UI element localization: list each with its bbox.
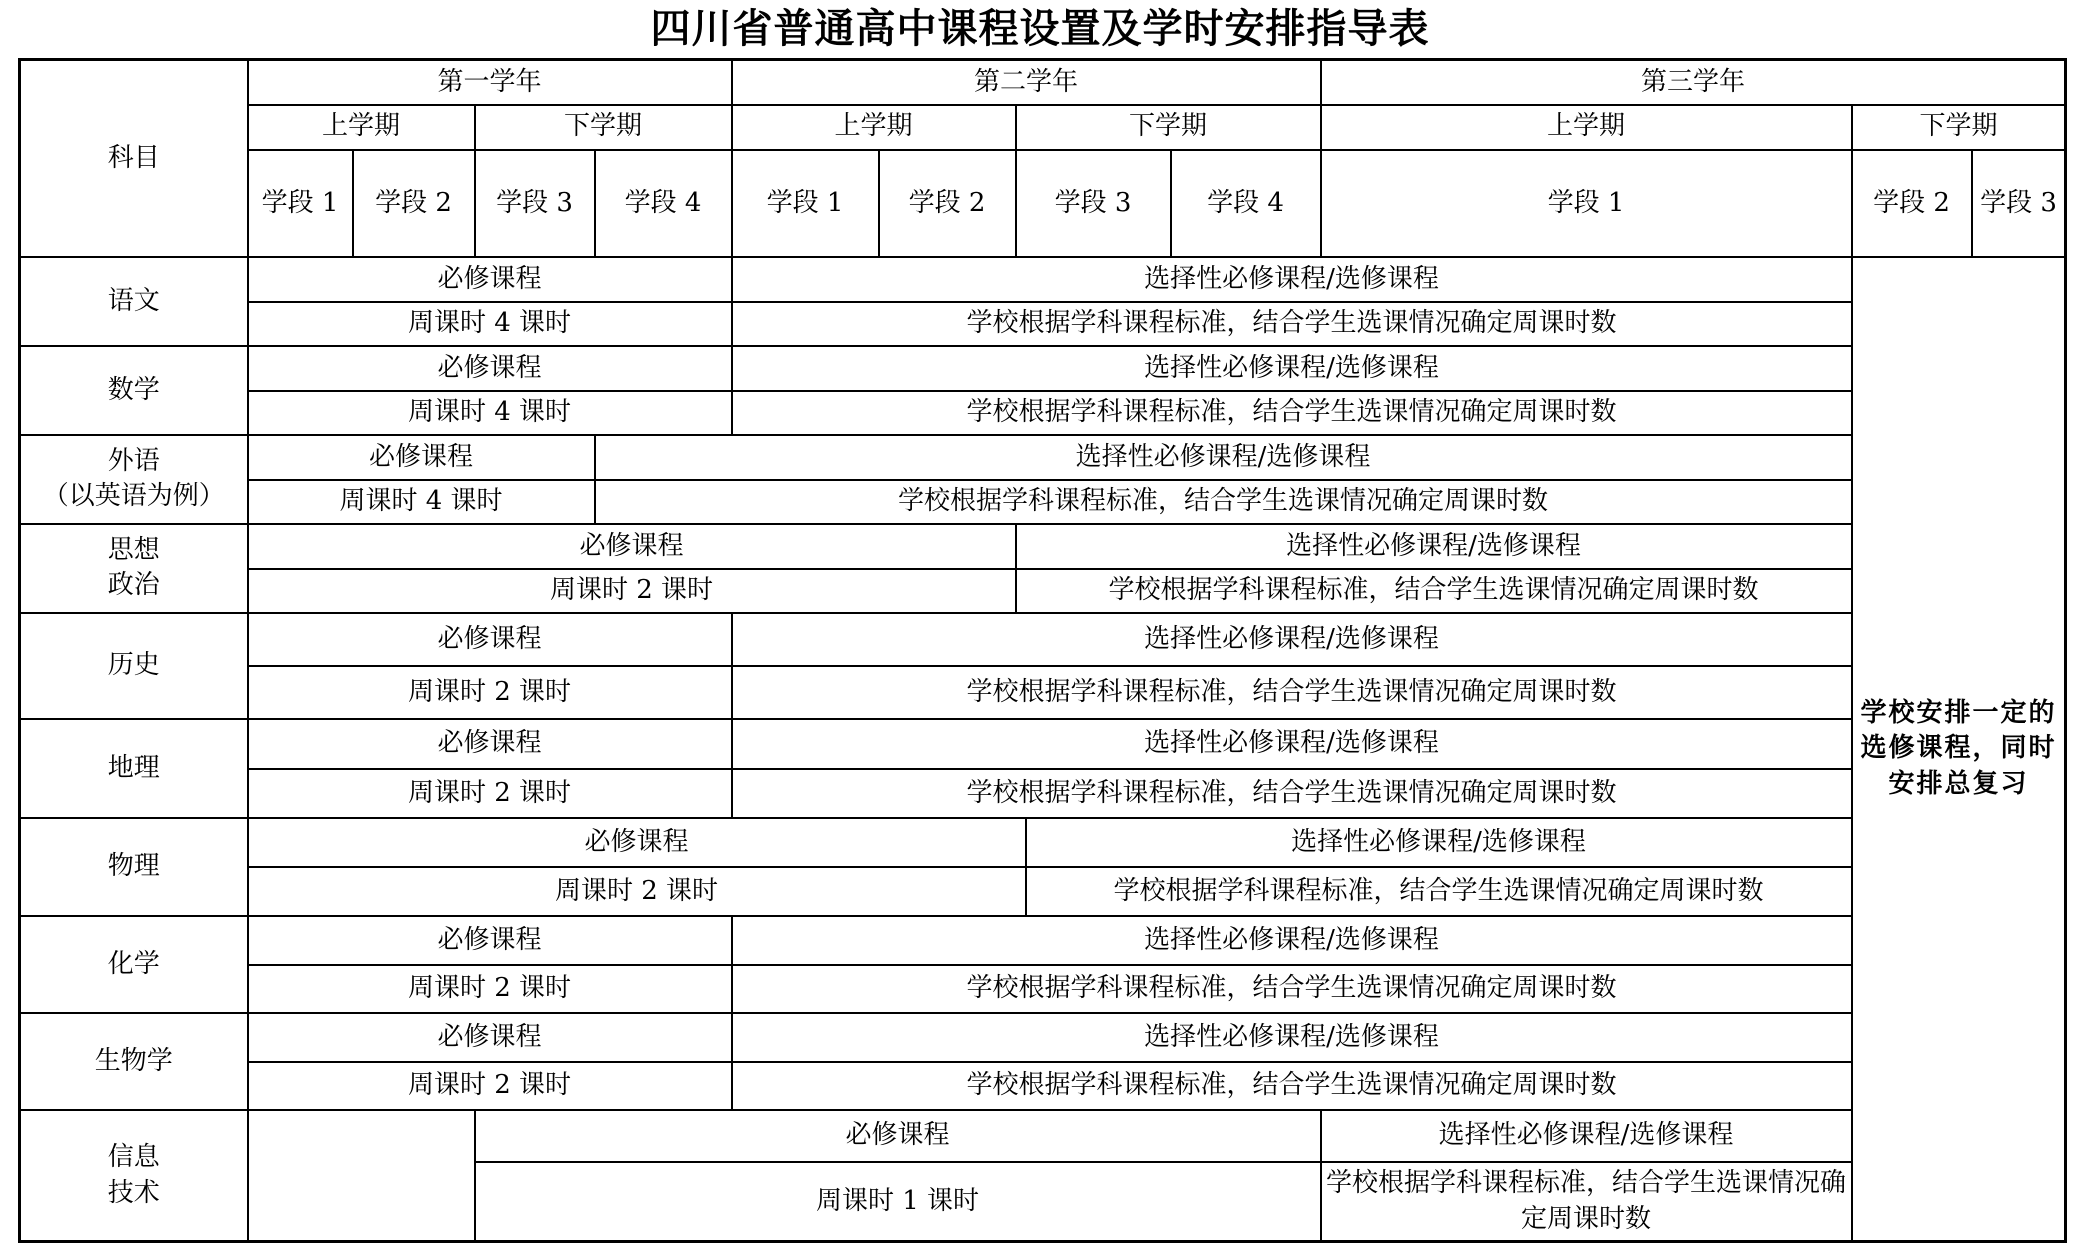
semester-header: 上学期	[732, 105, 1016, 150]
year-3-header: 第三学年	[1321, 60, 2066, 105]
stage-header: 学段 3	[1016, 150, 1171, 257]
elective-cell: 选择性必修课程/选修课程	[732, 346, 1852, 391]
subject-politics	[20, 524, 248, 613]
required-cell: 必修课程	[248, 818, 1026, 867]
required-cell: 必修课程	[475, 1110, 1321, 1162]
required-cell: 必修课程	[248, 435, 595, 480]
hours-cell: 周课时 2 课时	[248, 965, 732, 1013]
school-decides-cell: 学校根据学科课程标准，结合学生选课情况确定周课时数	[1026, 867, 1852, 916]
semester-header: 上学期	[248, 105, 475, 150]
semester-header: 下学期	[1852, 105, 2066, 150]
year-1-header: 第一学年	[248, 60, 732, 105]
hours-cell: 周课时 4 课时	[248, 391, 732, 435]
school-decides-cell: 学校根据学科课程标准，结合学生选课情况确定周课时数	[732, 666, 1852, 719]
required-cell: 必修课程	[248, 916, 732, 965]
required-cell: 必修课程	[248, 613, 732, 666]
subject-math: 数学	[20, 346, 248, 435]
elective-cell: 选择性必修课程/选修课程	[1321, 1110, 1852, 1162]
hours-cell: 周课时 2 课时	[248, 569, 1016, 613]
stage-header: 学段 1	[732, 150, 879, 257]
curriculum-table	[18, 58, 2067, 1243]
stage-header: 学段 2	[353, 150, 475, 257]
elective-cell: 选择性必修课程/选修课程	[1016, 524, 1852, 569]
subject-chemistry: 化学	[20, 916, 248, 1013]
stage-header: 学段 3	[475, 150, 595, 257]
subject-physics: 物理	[20, 818, 248, 916]
final-stage-note: 学校安排一定的选修课程，同时安排总复习	[1852, 257, 2066, 1242]
hours-cell: 周课时 1 课时	[475, 1162, 1321, 1242]
subject-foreign-line-2: （以英语为例）	[42, 481, 225, 512]
required-cell: 必修课程	[248, 257, 732, 302]
semester-header: 上学期	[1321, 105, 1852, 150]
stage-header: 学段 2	[1852, 150, 1972, 257]
elective-cell: 选择性必修课程/选修课程	[595, 435, 1852, 480]
empty-cell	[248, 1110, 475, 1242]
hours-cell: 周课时 2 课时	[248, 1062, 732, 1110]
stage-header: 学段 4	[595, 150, 732, 257]
page-title: 四川省普通高中课程设置及学时安排指导表	[650, 5, 1430, 52]
hours-cell: 周课时 4 课时	[248, 302, 732, 346]
elective-cell: 选择性必修课程/选修课程	[732, 257, 1852, 302]
elective-cell: 选择性必修课程/选修课程	[732, 613, 1852, 666]
subject-politics-line-2: 政治	[107, 570, 160, 601]
stage-header: 学段 1	[1321, 150, 1852, 257]
subject-biology: 生物学	[20, 1013, 248, 1110]
required-cell: 必修课程	[248, 719, 732, 769]
elective-cell: 选择性必修课程/选修课程	[732, 1013, 1852, 1062]
stage-header: 学段 1	[248, 150, 353, 257]
subject-chinese: 语文	[20, 257, 248, 346]
hours-cell: 周课时 4 课时	[248, 480, 595, 524]
required-cell: 必修课程	[248, 524, 1016, 569]
subject-history: 历史	[20, 613, 248, 719]
subject-foreign-language	[20, 435, 248, 524]
subject-information-technology	[20, 1110, 248, 1242]
stage-header: 学段 2	[879, 150, 1016, 257]
school-decides-cell: 学校根据学科课程标准，结合学生选课情况确定周课时数	[1016, 569, 1852, 613]
school-decides-cell: 学校根据学科课程标准，结合学生选课情况确定周课时数	[1321, 1162, 1852, 1242]
school-decides-cell: 学校根据学科课程标准，结合学生选课情况确定周课时数	[732, 965, 1852, 1013]
subject-it-line-1: 信息	[107, 1142, 160, 1173]
school-decides-cell: 学校根据学科课程标准，结合学生选课情况确定周课时数	[595, 480, 1852, 524]
subject-it-line-2: 技术	[107, 1177, 160, 1208]
school-decides-cell: 学校根据学科课程标准，结合学生选课情况确定周课时数	[732, 769, 1852, 818]
elective-cell: 选择性必修课程/选修课程	[732, 916, 1852, 965]
school-decides-cell: 学校根据学科课程标准，结合学生选课情况确定周课时数	[732, 1062, 1852, 1110]
stage-header: 学段 3	[1972, 150, 2066, 257]
subject-header: 科目	[20, 60, 248, 257]
subject-politics-line-1: 思想	[107, 535, 160, 566]
year-2-header: 第二学年	[732, 60, 1321, 105]
subject-geography: 地理	[20, 719, 248, 818]
hours-cell: 周课时 2 课时	[248, 867, 1026, 916]
semester-header: 下学期	[1016, 105, 1321, 150]
required-cell: 必修课程	[248, 346, 732, 391]
school-decides-cell: 学校根据学科课程标准，结合学生选课情况确定周课时数	[732, 391, 1852, 435]
elective-cell: 选择性必修课程/选修课程	[1026, 818, 1852, 867]
school-decides-cell: 学校根据学科课程标准，结合学生选课情况确定周课时数	[732, 302, 1852, 346]
subject-foreign-line-1: 外语	[107, 446, 160, 477]
elective-cell: 选择性必修课程/选修课程	[732, 719, 1852, 769]
stage-header: 学段 4	[1171, 150, 1321, 257]
required-cell: 必修课程	[248, 1013, 732, 1062]
hours-cell: 周课时 2 课时	[248, 666, 732, 719]
hours-cell: 周课时 2 课时	[248, 769, 732, 818]
semester-header: 下学期	[475, 105, 732, 150]
